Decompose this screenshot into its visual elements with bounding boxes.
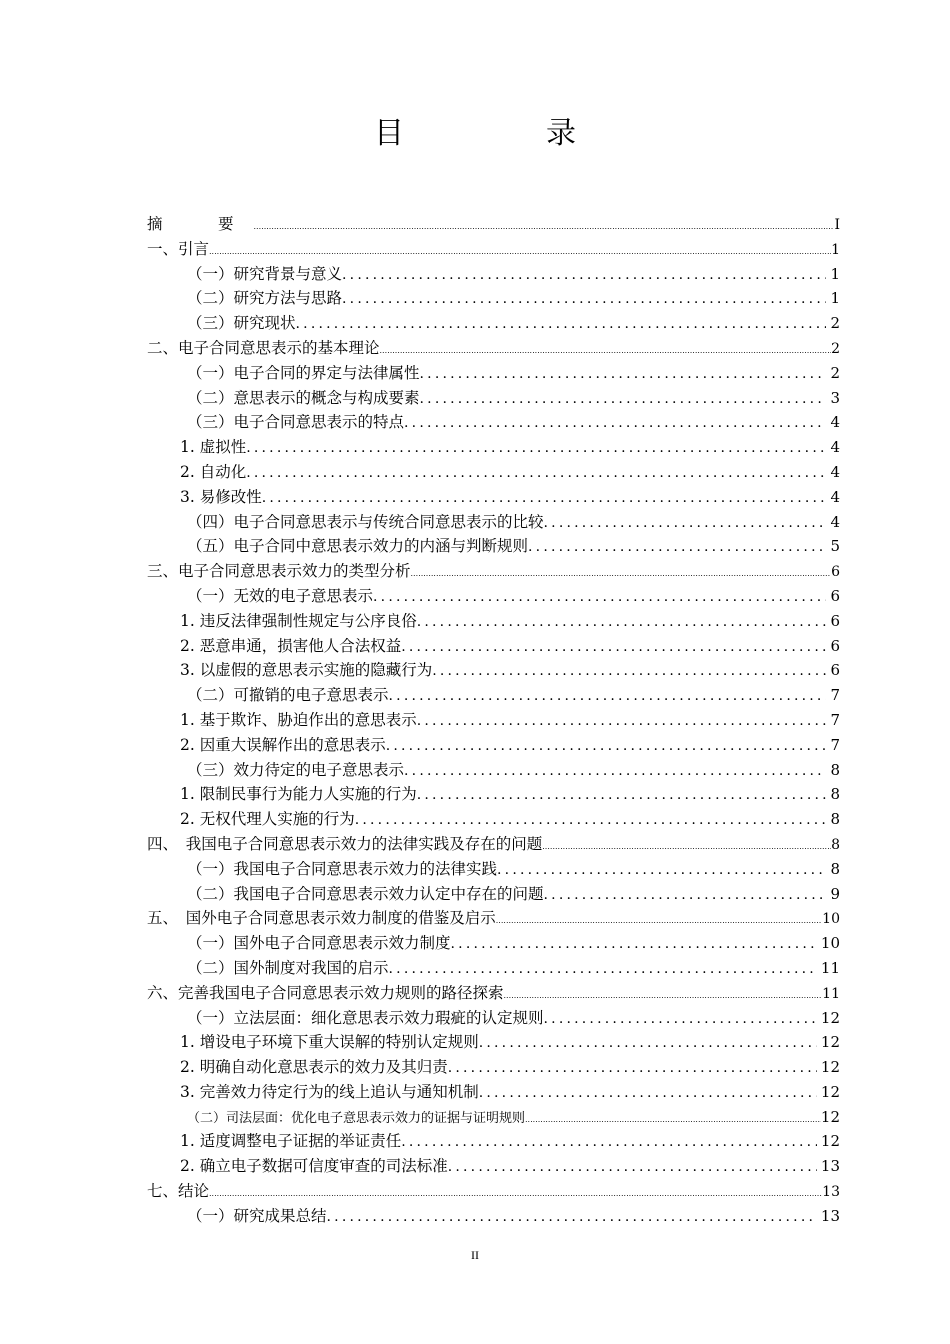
toc-entry[interactable]	[147, 534, 840, 559]
toc-dot-leader	[342, 287, 826, 311]
toc-entry-page: 7	[830, 686, 840, 705]
toc-dot-leader	[296, 312, 827, 336]
toc-entry-page: 4	[830, 487, 840, 506]
toc-dot-leader	[432, 659, 826, 683]
toc-entry[interactable]	[147, 212, 840, 237]
toc-entry-label: （五）电子合同中意思表示效力的内涵与判断规则	[187, 537, 529, 556]
toc-entry[interactable]	[147, 361, 840, 386]
toc-entry-label: （四）电子合同意思表示与传统合同意思表示的比较	[187, 512, 544, 531]
toc-entry-page: 9	[830, 884, 840, 903]
toc-entry-page: 12	[820, 1107, 840, 1126]
toc-dot-leader	[209, 240, 831, 262]
page-title: 目 录	[374, 116, 632, 151]
toc-entry[interactable]	[147, 1154, 840, 1179]
toc-entry[interactable]	[147, 782, 840, 807]
toc-entry-label: 2. 无权代理人实施的行为	[180, 810, 355, 829]
toc-entry[interactable]	[147, 807, 840, 832]
toc-entry[interactable]	[147, 410, 840, 435]
toc-entry-page: 12	[820, 1033, 840, 1052]
toc-dot-leader	[401, 635, 826, 659]
toc-dot-leader	[327, 1205, 817, 1229]
toc-entry[interactable]	[147, 286, 840, 311]
toc-dot-leader	[355, 808, 827, 832]
toc-entry-page: 4	[830, 413, 840, 432]
toc-entry-page: 13	[822, 1184, 840, 1201]
toc-entry-label: 五、 国外电子合同意思表示效力制度的借鉴及启示	[147, 909, 496, 928]
toc-entry-page: 7	[830, 710, 840, 729]
toc-entry-page: 8	[830, 810, 840, 829]
toc-entry[interactable]	[147, 1129, 840, 1154]
toc-entry[interactable]	[147, 386, 840, 411]
toc-dot-leader	[262, 486, 827, 510]
toc-entry[interactable]	[147, 733, 840, 758]
toc-entry[interactable]	[147, 906, 840, 931]
toc-entry-page: 5	[830, 537, 840, 556]
toc-entry-page: 6	[830, 636, 840, 655]
toc-entry-label: 3. 完善效力待定行为的线上追认与通知机制	[180, 1082, 479, 1101]
toc-entry[interactable]	[147, 658, 840, 683]
toc-entry-label: 二、电子合同意思表示的基本理论	[147, 338, 380, 357]
toc-entry[interactable]	[147, 559, 840, 584]
toc-entry-label: （一）我国电子合同意思表示效力的法律实践	[187, 859, 498, 878]
toc-entry[interactable]	[147, 857, 840, 882]
toc-entry-label: 1. 适度调整电子证据的举证责任	[180, 1132, 402, 1151]
toc-dot-leader	[380, 339, 832, 361]
toc-dot-leader	[411, 562, 832, 584]
toc-entry-page: 8	[830, 760, 840, 779]
toc-dot-leader	[420, 362, 827, 386]
toc-entry[interactable]	[147, 683, 840, 708]
toc-dot-leader	[420, 387, 827, 411]
toc-entry-page: 12	[820, 1008, 840, 1027]
toc-entry-label: 2. 自动化	[180, 462, 247, 481]
toc-entry[interactable]	[147, 832, 840, 857]
toc-entry-page: 6	[830, 611, 840, 630]
toc-entry[interactable]	[147, 882, 840, 907]
toc-dot-leader	[342, 263, 826, 287]
toc-entry-label: （一）无效的电子意思表示	[187, 586, 374, 605]
toc-entry[interactable]	[147, 956, 840, 981]
toc-dot-leader	[525, 1108, 821, 1130]
toc-dot-leader	[254, 215, 835, 237]
toc-entry-label: 2. 因重大误解作出的意思表示	[180, 735, 386, 754]
toc-entry[interactable]	[147, 1006, 840, 1031]
toc-entry-page: 12	[820, 1132, 840, 1151]
toc-entry-page: 4	[830, 438, 840, 457]
toc-entry-page: 6	[831, 564, 840, 581]
toc-dot-leader	[209, 1182, 822, 1204]
toc-entry-page: 10	[820, 934, 840, 953]
toc-entry-label: （一）研究成果总结	[187, 1206, 327, 1225]
toc-entry-page: 8	[830, 785, 840, 804]
toc-entry-label: 摘 要	[147, 215, 254, 233]
toc-entry-page: 6	[830, 661, 840, 680]
toc-entry[interactable]	[147, 485, 840, 510]
toc-entry-label: （三）研究现状	[187, 314, 296, 333]
toc-entry-page: 13	[820, 1157, 840, 1176]
page-number-footer: II	[471, 1248, 479, 1262]
toc-entry-label: 1. 虚拟性	[180, 438, 247, 457]
toc-dot-leader	[404, 759, 826, 783]
toc-entry-label: 2. 明确自动化意思表示的效力及其归责	[180, 1058, 448, 1077]
toc-entry-label: （二）司法层面：优化电子意思表示效力的证据与证明规则	[187, 1110, 526, 1126]
toc-entry-label: （二）研究方法与思路	[187, 289, 343, 308]
toc-entry-label: 七、结论	[147, 1182, 210, 1201]
table-of-contents	[147, 212, 840, 1229]
toc-entry-page: 1	[830, 289, 840, 308]
toc-dot-leader	[448, 1155, 817, 1179]
toc-entry-page: I	[834, 217, 840, 233]
toc-entry[interactable]	[147, 584, 840, 609]
toc-entry-label: 1. 增设电子环境下重大误解的特别认定规则	[180, 1033, 479, 1052]
toc-entry[interactable]	[147, 758, 840, 783]
toc-entry-label: 一、引言	[147, 239, 210, 258]
toc-entry[interactable]	[147, 435, 840, 460]
toc-dot-leader	[544, 1007, 817, 1031]
toc-entry-page: 13	[820, 1206, 840, 1225]
toc-entry[interactable]	[147, 1105, 840, 1130]
toc-dot-leader	[479, 1031, 817, 1055]
toc-entry-page: 2	[830, 363, 840, 382]
toc-entry[interactable]	[147, 1030, 840, 1055]
toc-entry-label: 四、 我国电子合同意思表示效力的法律实践及存在的问题	[147, 834, 543, 853]
toc-dot-leader	[417, 783, 827, 807]
toc-entry-page: 4	[830, 462, 840, 481]
toc-entry-page: 6	[830, 586, 840, 605]
toc-entry-label: （二）国外制度对我国的启示	[187, 958, 389, 977]
toc-entry-label: 2. 恶意串通，损害他人合法权益	[180, 636, 402, 655]
toc-entry[interactable]	[147, 1080, 840, 1105]
toc-entry[interactable]	[147, 931, 840, 956]
toc-dot-leader	[246, 461, 826, 485]
toc-dot-leader	[417, 709, 827, 733]
toc-entry[interactable]	[147, 981, 840, 1006]
toc-entry-label: （二）意思表示的概念与构成要素	[187, 388, 420, 407]
toc-dot-leader	[451, 932, 817, 956]
toc-dot-leader	[373, 585, 826, 609]
toc-dot-leader	[386, 734, 827, 758]
toc-entry-page: 2	[830, 314, 840, 333]
toc-entry-page: 12	[820, 1082, 840, 1101]
toc-entry-label: 3. 易修改性	[180, 487, 262, 506]
toc-dot-leader	[528, 535, 826, 559]
toc-entry-label: 1. 限制民事行为能力人实施的行为	[180, 785, 417, 804]
toc-entry-page: 3	[830, 388, 840, 407]
toc-dot-leader	[448, 1056, 817, 1080]
toc-entry-label: （二）可撤销的电子意思表示	[187, 686, 389, 705]
toc-entry-page: 10	[822, 911, 840, 928]
toc-entry-page: 11	[822, 985, 840, 1002]
toc-entry-page: 1	[830, 264, 840, 283]
toc-dot-leader	[504, 984, 823, 1006]
toc-entry[interactable]	[147, 262, 840, 287]
toc-dot-leader	[389, 684, 827, 708]
toc-entry[interactable]	[147, 336, 840, 361]
toc-entry-label: （三）电子合同意思表示的特点	[187, 413, 405, 432]
toc-entry-label: （三）效力待定的电子意思表示	[187, 760, 405, 779]
toc-entry-label: （一）国外电子合同意思表示效力制度	[187, 934, 451, 953]
toc-entry-label: 三、电子合同意思表示效力的类型分析	[147, 562, 411, 581]
toc-dot-leader	[497, 858, 826, 882]
toc-dot-leader	[404, 411, 826, 435]
toc-entry[interactable]	[147, 708, 840, 733]
toc-entry-label: 六、完善我国电子合同意思表示效力规则的路径探索	[147, 983, 504, 1002]
toc-entry[interactable]	[147, 1204, 840, 1229]
toc-entry-label: 2. 确立电子数据可信度审查的司法标准	[180, 1157, 448, 1176]
toc-entry-label: 1. 违反法律强制性规定与公序良俗	[180, 611, 417, 630]
toc-dot-leader	[417, 610, 827, 634]
toc-entry[interactable]	[147, 510, 840, 535]
toc-entry[interactable]	[147, 311, 840, 336]
toc-entry-label: （一）研究背景与意义	[187, 264, 343, 283]
toc-dot-leader	[496, 909, 822, 931]
toc-entry-label: 1. 基于欺诈、胁迫作出的意思表示	[180, 710, 417, 729]
toc-entry[interactable]	[147, 609, 840, 634]
toc-entry-label: （一）立法层面：细化意思表示效力瑕疵的认定规则	[187, 1008, 544, 1027]
toc-entry-page: 1	[831, 241, 840, 258]
toc-entry-label: 3. 以虚假的意思表示实施的隐藏行为	[180, 661, 433, 680]
toc-dot-leader	[401, 1130, 817, 1154]
toc-entry-page: 11	[820, 958, 840, 977]
toc-entry[interactable]	[147, 1055, 840, 1080]
toc-entry[interactable]	[147, 460, 840, 485]
toc-entry[interactable]	[147, 237, 840, 262]
toc-entry-label: （一）电子合同的界定与法律属性	[187, 363, 420, 382]
toc-entry-page: 7	[830, 735, 840, 754]
toc-dot-leader	[542, 835, 831, 857]
toc-dot-leader	[389, 957, 817, 981]
toc-entry-label: （二）我国电子合同意思表示效力认定中存在的问题	[187, 884, 544, 903]
toc-entry-page: 12	[820, 1058, 840, 1077]
toc-entry[interactable]	[147, 634, 840, 659]
toc-entry-page: 8	[830, 859, 840, 878]
toc-dot-leader	[246, 436, 826, 460]
toc-entry-page: 8	[831, 836, 840, 853]
toc-entry-page: 2	[831, 340, 840, 357]
toc-dot-leader	[544, 511, 827, 535]
toc-entry[interactable]	[147, 1179, 840, 1204]
toc-dot-leader	[544, 883, 827, 907]
toc-dot-leader	[479, 1081, 817, 1105]
toc-entry-page: 4	[830, 512, 840, 531]
